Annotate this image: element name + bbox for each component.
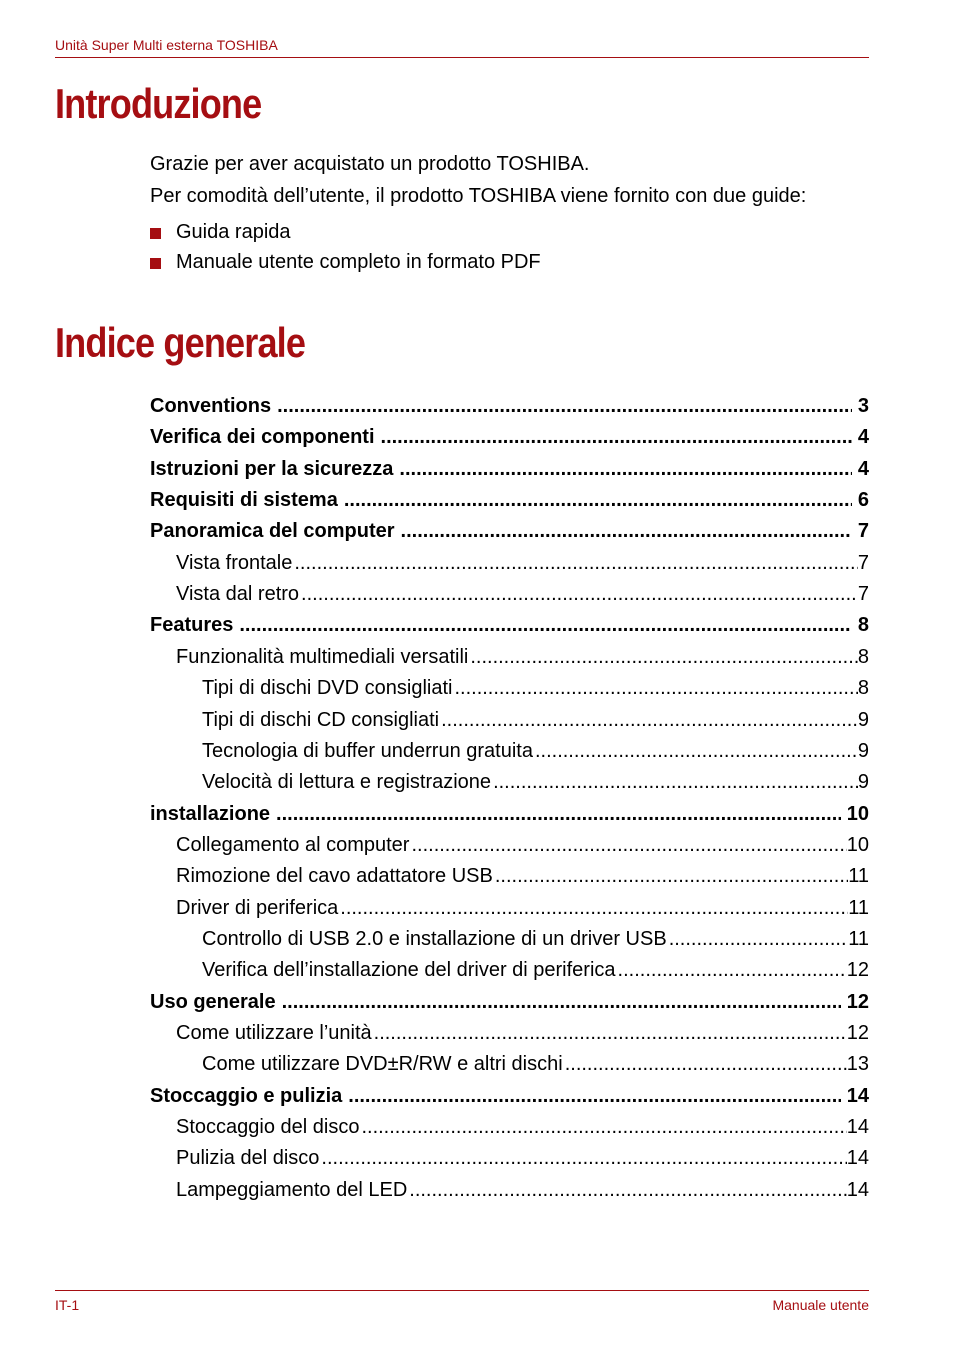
toc-entry-page: 8 <box>857 645 869 668</box>
intro-heading: Introduzione <box>55 80 262 127</box>
toc-entry-page: 8 <box>857 614 869 637</box>
toc-entry-page: 14 <box>846 1116 869 1139</box>
toc-entry[interactable] <box>176 833 869 857</box>
toc-entry-title: Funzionalità multimediali versatili <box>176 645 469 668</box>
toc-entry-page: 9 <box>857 771 869 794</box>
toc-dot-leader <box>411 833 846 857</box>
toc-entry-page: 7 <box>857 583 869 606</box>
toc-entry-title: Collegamento al computer <box>176 833 410 856</box>
footer-rule <box>55 1290 869 1291</box>
toc-entry-page: 10 <box>846 802 869 825</box>
toc-dot-leader <box>301 582 858 606</box>
toc-entry[interactable] <box>176 582 869 606</box>
toc-entry[interactable] <box>150 990 869 1014</box>
bullet-item <box>150 251 541 274</box>
toc-heading: Indice generale <box>55 319 306 366</box>
toc-entry-title: Conventions <box>150 395 272 417</box>
toc-entry-title: Pulizia del disco <box>176 1147 320 1170</box>
toc-entry[interactable] <box>176 1021 869 1045</box>
toc-entry[interactable] <box>150 457 869 481</box>
toc-dot-leader <box>409 1178 846 1202</box>
toc-dot-leader <box>399 457 851 481</box>
toc-entry-page: 7 <box>857 551 869 574</box>
toc-entry[interactable] <box>202 708 869 732</box>
toc-entry[interactable] <box>150 802 869 826</box>
toc-entry-title: Driver di periferica <box>176 896 339 919</box>
toc-dot-leader <box>535 739 858 763</box>
bullet-text: Guida rapida <box>176 221 291 243</box>
toc-entry[interactable] <box>176 864 869 888</box>
toc-entry-title: Tipi di dischi DVD consigliati <box>202 677 453 700</box>
toc-entry[interactable] <box>150 488 869 512</box>
toc-entry-page: 14 <box>846 1084 869 1107</box>
toc-dot-leader <box>348 1084 840 1108</box>
toc-entry-title: Stoccaggio e pulizia <box>150 1084 343 1107</box>
toc-entry-page: 11 <box>848 865 869 888</box>
toc-entry[interactable] <box>176 1178 869 1202</box>
bullet-square-icon <box>150 228 161 239</box>
toc-entry-title: Vista dal retro <box>176 583 300 606</box>
toc-entry-page: 14 <box>846 1178 869 1201</box>
toc-dot-leader <box>618 958 847 982</box>
toc-entry[interactable] <box>202 958 869 982</box>
toc-dot-leader <box>401 519 852 543</box>
toc-entry-title: Verifica dei componenti <box>150 426 375 449</box>
toc-entry[interactable] <box>176 896 869 920</box>
toc-entry-title: Vista frontale <box>176 551 293 574</box>
toc-entry-title: installazione <box>150 802 271 825</box>
toc-entry[interactable] <box>150 519 869 543</box>
toc-entry-title: Tecnologia di buffer underrun gratuita <box>202 739 533 762</box>
toc-dot-leader <box>441 708 858 732</box>
toc-dot-leader <box>374 1021 847 1045</box>
toc-dot-leader <box>276 802 841 826</box>
toc-entry[interactable] <box>150 1084 869 1108</box>
toc-entry-title: Verifica dell’installazione del driver di periferica <box>202 959 616 982</box>
toc-entry-page: 10 <box>846 833 869 856</box>
toc-dot-leader <box>495 864 848 888</box>
toc-dot-leader <box>361 1115 846 1139</box>
toc-dot-leader <box>282 990 841 1014</box>
toc-dot-leader <box>294 551 858 575</box>
toc-dot-leader <box>321 1146 846 1170</box>
toc-entry-page: 8 <box>857 677 869 700</box>
toc-dot-leader <box>381 425 852 449</box>
toc-entry-page: 11 <box>848 896 869 919</box>
toc-dot-leader <box>565 1052 847 1076</box>
toc-entry[interactable] <box>176 1115 869 1139</box>
toc-dot-leader <box>669 927 849 951</box>
toc-entry[interactable] <box>176 551 869 575</box>
toc-entry[interactable] <box>176 1146 869 1170</box>
toc-entry[interactable] <box>150 425 869 449</box>
toc-entry-page: 12 <box>846 959 869 982</box>
toc-entry-title: Come utilizzare DVD±R/RW e altri dischi <box>202 1053 563 1076</box>
header-rule <box>55 57 869 58</box>
toc-entry-title: Lampeggiamento del LED <box>176 1178 408 1201</box>
toc-entry[interactable] <box>202 739 869 763</box>
bullet-item <box>150 221 291 244</box>
toc-entry-page: 6 <box>857 489 869 512</box>
toc-entry-title: Requisiti di sistema <box>150 489 338 512</box>
footer-page-number: IT-1 <box>55 1297 80 1313</box>
toc-dot-leader <box>340 896 848 920</box>
toc-entry-page: 9 <box>857 739 869 762</box>
toc-entry-page: 4 <box>857 457 869 480</box>
toc-entry-title: Istruzioni per la sicurezza <box>150 457 394 480</box>
toc-entry-title: Stoccaggio del disco <box>176 1116 360 1139</box>
toc-entry-page: 9 <box>857 708 869 731</box>
toc-entry-page: 12 <box>846 990 869 1013</box>
running-header: Unità Super Multi esterna TOSHIBA <box>55 37 278 53</box>
toc-entry[interactable] <box>202 927 869 951</box>
footer-doc-label: Manuale utente <box>772 1297 869 1313</box>
toc-entry-title: Controllo di USB 2.0 e installazione di un driver USB <box>202 927 667 950</box>
toc-entry[interactable] <box>202 770 869 794</box>
toc-entry[interactable] <box>202 676 869 700</box>
toc-dot-leader <box>470 645 858 669</box>
toc-entry[interactable] <box>150 394 869 418</box>
toc-entry-page: 13 <box>846 1053 869 1076</box>
bullet-square-icon <box>150 258 161 269</box>
toc-entry-page: 7 <box>857 520 869 543</box>
toc-entry-title: Tipi di dischi CD consigliati <box>202 708 440 731</box>
bullet-text: Manuale utente completo in formato PDF <box>176 251 541 273</box>
toc-entry-title: Features <box>150 614 234 637</box>
toc-entry[interactable] <box>202 1052 869 1076</box>
intro-line-2: Per comodità dell’utente, il prodotto TOSHIBA viene fornito con due guide: <box>150 185 807 207</box>
toc-dot-leader <box>239 613 852 637</box>
toc-entry-title: Panoramica del computer <box>150 520 395 543</box>
toc-dot-leader <box>344 488 852 512</box>
toc-dot-leader <box>454 676 857 700</box>
toc-entry[interactable] <box>176 645 869 669</box>
toc-entry-title: Velocità di lettura e registrazione <box>202 771 492 794</box>
toc-entry-title: Come utilizzare l’unità <box>176 1022 372 1044</box>
toc-dot-leader <box>277 394 852 418</box>
toc-dot-leader <box>493 770 858 794</box>
toc-entry-page: 11 <box>848 927 869 950</box>
toc-entry-page: 4 <box>857 426 869 449</box>
toc-entry-page: 3 <box>857 395 869 417</box>
toc-entry[interactable] <box>150 613 869 637</box>
toc-entry-title: Rimozione del cavo adattatore USB <box>176 865 493 888</box>
toc-entry-title: Uso generale <box>150 990 276 1013</box>
toc-entry-page: 12 <box>846 1022 869 1044</box>
intro-line-1: Grazie per aver acquistato un prodotto TOSHIBA. <box>150 153 590 175</box>
toc-entry-page: 14 <box>846 1147 869 1170</box>
